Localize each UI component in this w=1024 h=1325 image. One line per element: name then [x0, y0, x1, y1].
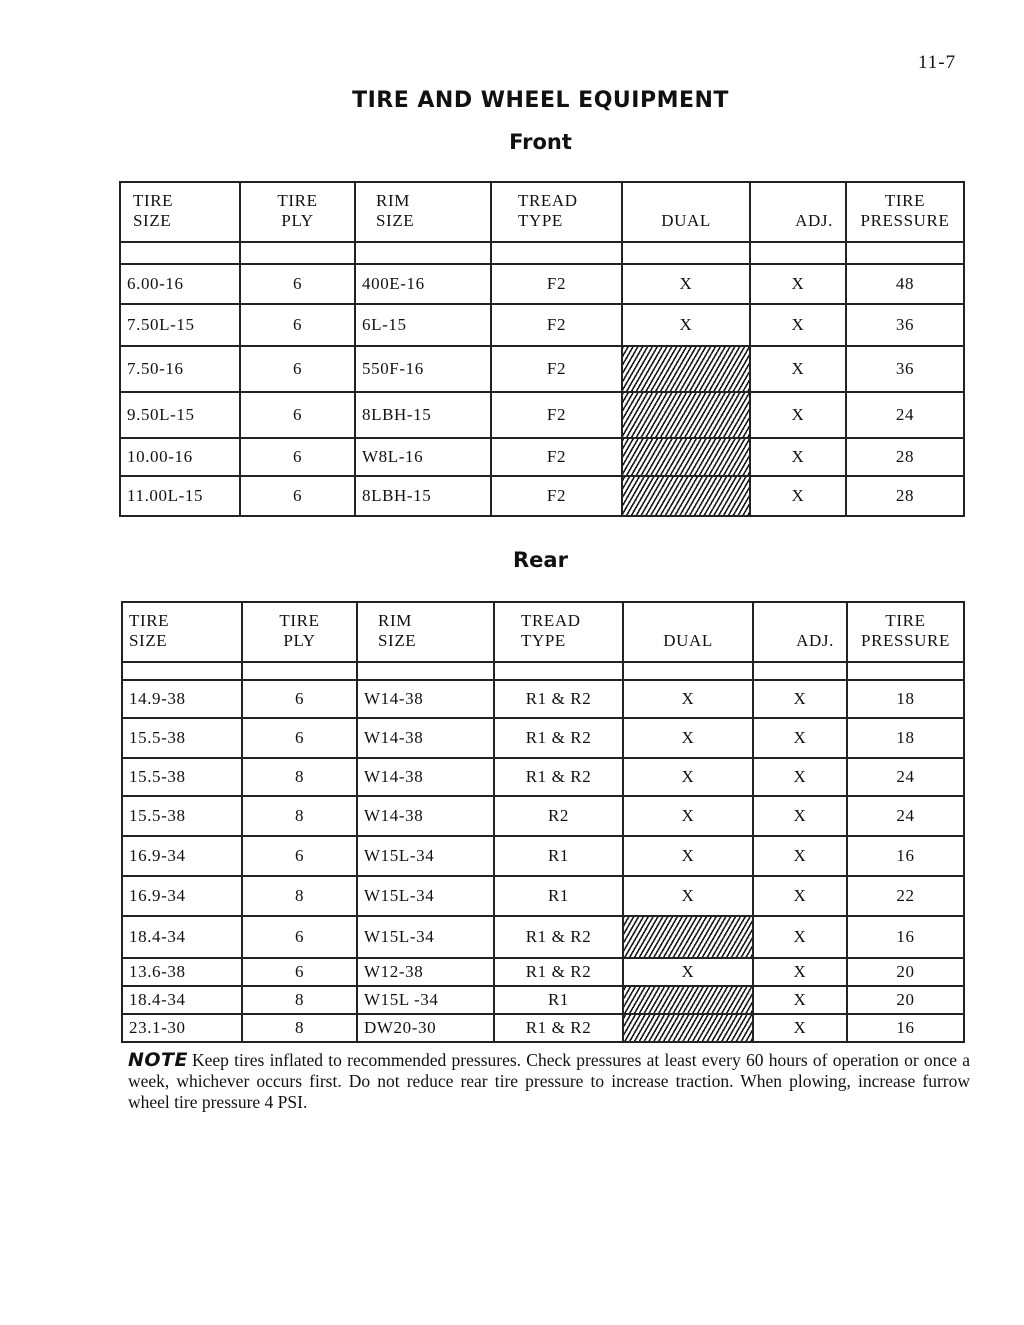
- front-header-rim-size: [355, 182, 491, 242]
- header-line: PRESSURE: [861, 631, 950, 650]
- cell-tire-pressure: 16: [847, 836, 964, 876]
- cell-tire-pressure: 36: [846, 346, 964, 392]
- cell-adj: X: [750, 438, 846, 476]
- spacer-cell: [240, 242, 355, 264]
- cell-adj: X: [753, 1014, 847, 1042]
- header-line: TREAD: [521, 611, 581, 630]
- cell-adj: X: [753, 718, 847, 758]
- cell-tread-type: R1 & R2: [494, 680, 623, 718]
- cell-adj: X: [753, 958, 847, 986]
- cell-tread-type: F2: [491, 304, 622, 346]
- spacer-cell: [846, 242, 964, 264]
- cell-adj: X: [753, 758, 847, 796]
- cell-tire-size: 7.50L-15: [120, 304, 240, 346]
- table-row: [120, 392, 964, 438]
- table-row: [122, 916, 964, 958]
- cell-tire-ply: 6: [242, 916, 357, 958]
- cell-rim-size: W15L-34: [357, 836, 494, 876]
- header-line: TYPE: [518, 211, 563, 230]
- table-row: [122, 836, 964, 876]
- spacer-cell: [494, 662, 623, 680]
- table-row: [122, 680, 964, 718]
- cell-adj: X: [753, 680, 847, 718]
- cell-tire-pressure: 20: [847, 958, 964, 986]
- spacer-cell: [750, 242, 846, 264]
- cell-tire-ply: 6: [242, 718, 357, 758]
- cell-dual: X: [623, 836, 753, 876]
- cell-tread-type: F2: [491, 476, 622, 516]
- cell-tread-type: R2: [494, 796, 623, 836]
- cell-tire-ply: 6: [242, 680, 357, 718]
- front-section-heading: Front: [509, 130, 572, 154]
- cell-tire-size: 23.1-30: [122, 1014, 242, 1042]
- cell-dual-not-available: [622, 476, 750, 516]
- cell-tread-type: R1 & R2: [494, 758, 623, 796]
- table-row: [120, 476, 964, 516]
- page-title: TIRE AND WHEEL EQUIPMENT: [352, 88, 729, 113]
- note-label: NOTE: [128, 1049, 188, 1071]
- cell-tread-type: R1: [494, 986, 623, 1014]
- cell-tire-size: 6.00-16: [120, 264, 240, 304]
- front-header-tire-size: [120, 182, 240, 242]
- cell-dual: X: [623, 680, 753, 718]
- cell-tire-ply: 6: [240, 346, 355, 392]
- rear-section-heading: Rear: [513, 548, 568, 572]
- cell-tread-type: R1 & R2: [494, 718, 623, 758]
- note-paragraph: [128, 1050, 970, 1113]
- cell-adj: X: [753, 836, 847, 876]
- rear-tire-table: [121, 601, 965, 1043]
- cell-tire-pressure: 20: [847, 986, 964, 1014]
- cell-tire-ply: 6: [242, 836, 357, 876]
- front-header-row: [120, 182, 964, 242]
- cell-tire-size: 9.50L-15: [120, 392, 240, 438]
- header-line: ADJ.: [796, 631, 834, 650]
- table-row: [122, 958, 964, 986]
- cell-tire-size: 15.5-38: [122, 758, 242, 796]
- cell-tire-ply: 6: [240, 264, 355, 304]
- front-tire-table: [119, 181, 965, 517]
- cell-tread-type: R1: [494, 876, 623, 916]
- cell-tire-pressure: 18: [847, 680, 964, 718]
- cell-tire-ply: 8: [242, 796, 357, 836]
- header-line: SIZE: [376, 211, 415, 230]
- cell-tread-type: R1 & R2: [494, 1014, 623, 1042]
- cell-dual: X: [623, 796, 753, 836]
- cell-tire-pressure: 24: [847, 796, 964, 836]
- cell-tire-size: 7.50-16: [120, 346, 240, 392]
- cell-tire-pressure: 16: [847, 1014, 964, 1042]
- cell-adj: X: [750, 476, 846, 516]
- front-header-dual: [622, 182, 750, 242]
- cell-tire-ply: 8: [242, 986, 357, 1014]
- cell-tire-ply: 8: [242, 876, 357, 916]
- cell-rim-size: DW20-30: [357, 1014, 494, 1042]
- cell-tire-size: 10.00-16: [120, 438, 240, 476]
- header-line: RIM: [376, 191, 410, 210]
- cell-tire-pressure: 16: [847, 916, 964, 958]
- cell-tire-size: 18.4-34: [122, 916, 242, 958]
- cell-tire-ply: 8: [242, 1014, 357, 1042]
- cell-tread-type: F2: [491, 346, 622, 392]
- header-line: SIZE: [133, 211, 172, 230]
- cell-tread-type: R1: [494, 836, 623, 876]
- cell-dual: X: [623, 876, 753, 916]
- header-line: TIRE: [277, 191, 318, 210]
- cell-tread-type: F2: [491, 392, 622, 438]
- cell-dual-not-available: [623, 986, 753, 1014]
- cell-dual-not-available: [622, 438, 750, 476]
- spacer-cell: [120, 242, 240, 264]
- cell-tire-pressure: 24: [847, 758, 964, 796]
- table-row: [122, 986, 964, 1014]
- table-row: [122, 718, 964, 758]
- cell-tire-pressure: 28: [846, 476, 964, 516]
- cell-tire-size: 11.00L-15: [120, 476, 240, 516]
- cell-rim-size: W14-38: [357, 718, 494, 758]
- rear-header-tread-type: [494, 602, 623, 662]
- cell-tire-size: 16.9-34: [122, 876, 242, 916]
- cell-tire-ply: 6: [240, 304, 355, 346]
- header-line: TIRE: [129, 611, 170, 630]
- cell-rim-size: 550F-16: [355, 346, 491, 392]
- header-line: DUAL: [663, 631, 713, 650]
- front-header-tread-type: [491, 182, 622, 242]
- rear-header-adj: [753, 602, 847, 662]
- cell-tread-type: F2: [491, 438, 622, 476]
- cell-adj: X: [753, 986, 847, 1014]
- cell-tread-type: R1 & R2: [494, 916, 623, 958]
- cell-rim-size: W15L -34: [357, 986, 494, 1014]
- cell-adj: X: [750, 346, 846, 392]
- spacer-cell: [622, 242, 750, 264]
- header-line: SIZE: [378, 631, 417, 650]
- spacer-cell: [122, 662, 242, 680]
- cell-tire-size: 18.4-34: [122, 986, 242, 1014]
- cell-rim-size: W12-38: [357, 958, 494, 986]
- cell-rim-size: W14-38: [357, 758, 494, 796]
- header-line: DUAL: [661, 211, 711, 230]
- cell-tire-ply: 6: [240, 476, 355, 516]
- rear-header-dual: [623, 602, 753, 662]
- cell-tire-pressure: 22: [847, 876, 964, 916]
- cell-rim-size: W15L-34: [357, 876, 494, 916]
- header-spacer-row: [122, 662, 964, 680]
- cell-tire-pressure: 18: [847, 718, 964, 758]
- spacer-cell: [847, 662, 964, 680]
- table-row: [120, 304, 964, 346]
- spacer-cell: [491, 242, 622, 264]
- cell-rim-size: 6L-15: [355, 304, 491, 346]
- cell-adj: X: [750, 304, 846, 346]
- cell-rim-size: 8LBH-15: [355, 476, 491, 516]
- header-line: RIM: [378, 611, 412, 630]
- rear-header-tire-pressure: [847, 602, 964, 662]
- table-row: [122, 758, 964, 796]
- cell-rim-size: W14-38: [357, 680, 494, 718]
- cell-tire-size: 13.6-38: [122, 958, 242, 986]
- rear-header-tire-size: [122, 602, 242, 662]
- front-header-tire-pressure: [846, 182, 964, 242]
- cell-tire-pressure: 36: [846, 304, 964, 346]
- cell-dual: X: [622, 304, 750, 346]
- cell-rim-size: 400E-16: [355, 264, 491, 304]
- cell-dual-not-available: [622, 346, 750, 392]
- header-spacer-row: [120, 242, 964, 264]
- spacer-cell: [623, 662, 753, 680]
- spacer-cell: [357, 662, 494, 680]
- cell-tire-ply: 6: [242, 958, 357, 986]
- cell-adj: X: [753, 876, 847, 916]
- header-line: SIZE: [129, 631, 168, 650]
- cell-dual-not-available: [623, 916, 753, 958]
- header-line: PRESSURE: [860, 211, 950, 230]
- cell-dual-not-available: [622, 392, 750, 438]
- cell-rim-size: W14-38: [357, 796, 494, 836]
- cell-tire-pressure: 28: [846, 438, 964, 476]
- cell-dual-not-available: [623, 1014, 753, 1042]
- front-header-adj: [750, 182, 846, 242]
- header-line: PLY: [283, 631, 316, 650]
- cell-tire-ply: 8: [242, 758, 357, 796]
- header-line: TYPE: [521, 631, 566, 650]
- spacer-cell: [242, 662, 357, 680]
- header-line: TIRE: [885, 611, 926, 630]
- cell-adj: X: [753, 916, 847, 958]
- header-line: PLY: [281, 211, 314, 230]
- header-line: TREAD: [518, 191, 578, 210]
- table-row: [120, 346, 964, 392]
- table-row: [122, 876, 964, 916]
- table-row: [122, 796, 964, 836]
- cell-dual: X: [622, 264, 750, 304]
- rear-header-rim-size: [357, 602, 494, 662]
- cell-adj: X: [750, 264, 846, 304]
- table-row: [120, 264, 964, 304]
- cell-tread-type: R1 & R2: [494, 958, 623, 986]
- cell-rim-size: W8L-16: [355, 438, 491, 476]
- table-row: [122, 1014, 964, 1042]
- cell-rim-size: W15L-34: [357, 916, 494, 958]
- cell-tire-size: 15.5-38: [122, 796, 242, 836]
- cell-tread-type: F2: [491, 264, 622, 304]
- rear-header-row: [122, 602, 964, 662]
- cell-tire-size: 16.9-34: [122, 836, 242, 876]
- cell-dual: X: [623, 718, 753, 758]
- rear-header-tire-ply: [242, 602, 357, 662]
- cell-adj: X: [750, 392, 846, 438]
- spacer-cell: [355, 242, 491, 264]
- cell-adj: X: [753, 796, 847, 836]
- note-text: Keep tires inflated to recommended pressures. Check pressures at least every 60 hours of operation or once a week, whichever occurs first. Do not reduce rear tire pressure to increase traction. When plowing, increase furrow wheel tire pressure 4 PSI.: [128, 1050, 970, 1112]
- cell-tire-ply: 6: [240, 392, 355, 438]
- page-number: 11-7: [918, 52, 957, 73]
- cell-tire-size: 15.5-38: [122, 718, 242, 758]
- cell-dual: X: [623, 758, 753, 796]
- cell-tire-ply: 6: [240, 438, 355, 476]
- header-line: TIRE: [279, 611, 320, 630]
- cell-tire-size: 14.9-38: [122, 680, 242, 718]
- front-header-tire-ply: [240, 182, 355, 242]
- cell-dual: X: [623, 958, 753, 986]
- cell-rim-size: 8LBH-15: [355, 392, 491, 438]
- spacer-cell: [753, 662, 847, 680]
- header-line: TIRE: [884, 191, 926, 210]
- cell-tire-pressure: 48: [846, 264, 964, 304]
- header-line: ADJ.: [795, 211, 833, 230]
- table-row: [120, 438, 964, 476]
- cell-tire-pressure: 24: [846, 392, 964, 438]
- header-line: TIRE: [133, 191, 174, 210]
